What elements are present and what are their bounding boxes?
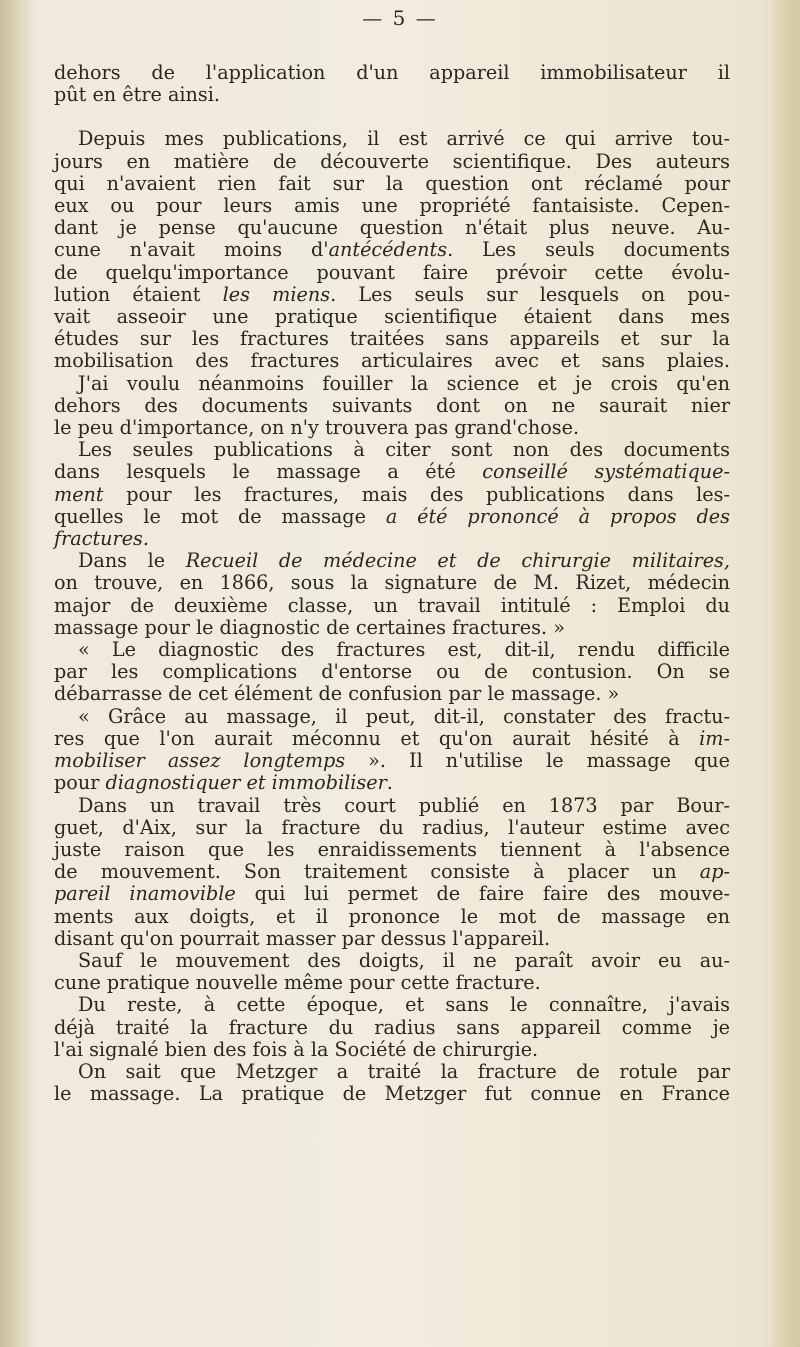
text-line: Dans le Recueil de médecine et de chirurgie militaires,: [78, 549, 730, 573]
text-line: pareil inamovible qui lui permet de faire faire des mouve-: [54, 882, 730, 906]
text-line: mobiliser assez longtemps ». Il n'utilise le massage que: [54, 749, 730, 773]
text-line: mobilisation des fractures articulaires avec et sans plaies.: [54, 349, 730, 373]
text-line: Depuis mes publications, il est arrivé ce qui arrive tou-: [78, 127, 730, 151]
text-line: J'ai voulu néanmoins fouiller la science et je crois qu'en: [78, 371, 730, 395]
text-line: lution étaient les miens. Les seuls sur lesquels on pou-: [54, 282, 730, 306]
page-number: — 5 —: [362, 6, 438, 30]
text-line: dehors des documents suivants dont on ne saurait nier: [54, 393, 730, 417]
text-line: juste raison que les enraidissements tiennent à l'absence: [54, 837, 730, 861]
text-line: cune pratique nouvelle même pour cette fracture.: [54, 971, 541, 995]
page-edge-right: [770, 0, 800, 1347]
text-line: cune n'avait moins d'antécédents. Les seuls documents: [54, 238, 730, 262]
body-text: [54, 62, 730, 1105]
text-line: ments aux doigts, et il prononce le mot de massage en: [54, 904, 730, 928]
text-line: l'ai signalé bien des fois à la Société de chirurgie.: [54, 1037, 539, 1061]
text-line: jours en matière de découverte scientifique. Des auteurs: [54, 149, 730, 173]
text-line: par les complications d'entorse ou de contusion. On se: [54, 660, 730, 684]
text-line: quelles le mot de massage a été prononcé à propos des: [54, 504, 730, 528]
text-line: major de deuxième classe, un travail intitulé : Emploi du: [54, 593, 730, 617]
text-line: le peu d'importance, on n'y trouvera pas grand'chose.: [54, 416, 580, 440]
text-line: vait asseoir une pratique scientifique étaient dans mes: [54, 305, 730, 329]
text-line: massage pour le diagnostic de certaines fractures. »: [54, 615, 565, 639]
text-line: disant qu'on pourrait masser par dessus l'appareil.: [54, 926, 551, 950]
text-line: Dans un travail très court publié en 1873 par Bour-: [78, 793, 730, 817]
text-line: eux ou pour leurs amis une propriété fantaisiste. Cepen-: [54, 194, 730, 218]
text-line: qui n'avaient rien fait sur la question ont réclamé pour: [54, 171, 730, 195]
text-line: dehors de l'application d'un appareil immobilisateur il: [54, 61, 730, 84]
text-line: Du reste, à cette époque, et sans le connaître, j'avais: [78, 993, 730, 1017]
text-line: pour diagnostiquer et immobiliser.: [54, 771, 393, 795]
text-line: dans lesquels le massage a été conseillé systématique-: [54, 460, 730, 484]
text-line: « Le diagnostic des fractures est, dit-il, rendu difficile: [78, 638, 730, 662]
text-line: études sur les fractures traitées sans appareils et sur la: [54, 327, 730, 351]
text-line: déjà traité la fracture du radius sans appareil comme je: [54, 1015, 730, 1039]
page-edge-left: [0, 0, 34, 1347]
text-line: le massage. La pratique de Metzger fut connue en France: [54, 1082, 730, 1106]
text-line: fractures.: [54, 527, 150, 551]
text-line: de mouvement. Son traitement consiste à placer un ap-: [54, 860, 730, 884]
text-line: on trouve, en 1866, sous la signature de M. Rizet, médecin: [54, 571, 730, 595]
text-line: Les seules publications à citer sont non des documents: [78, 438, 730, 462]
text-line: pût en être ainsi.: [54, 83, 220, 107]
text-line: ment pour les fractures, mais des publications dans les-: [54, 482, 730, 506]
text-line: dant je pense qu'aucune question n'était plus neuve. Au-: [54, 216, 730, 240]
text-line: de quelqu'importance pouvant faire prévoir cette évolu-: [54, 260, 730, 284]
text-line: Sauf le mouvement des doigts, il ne paraît avoir eu au-: [78, 948, 730, 972]
text-line: On sait que Metzger a traité la fracture de rotule par: [78, 1059, 730, 1083]
text-line: res que l'on aurait méconnu et qu'on aurait hésité à im-: [54, 726, 730, 750]
text-line: débarrasse de cet élément de confusion par le massage. »: [54, 682, 620, 706]
text-line: « Grâce au massage, il peut, dit-il, constater des fractu-: [78, 704, 730, 728]
text-line: guet, d'Aix, sur la fracture du radius, l'auteur estime avec: [54, 815, 730, 839]
